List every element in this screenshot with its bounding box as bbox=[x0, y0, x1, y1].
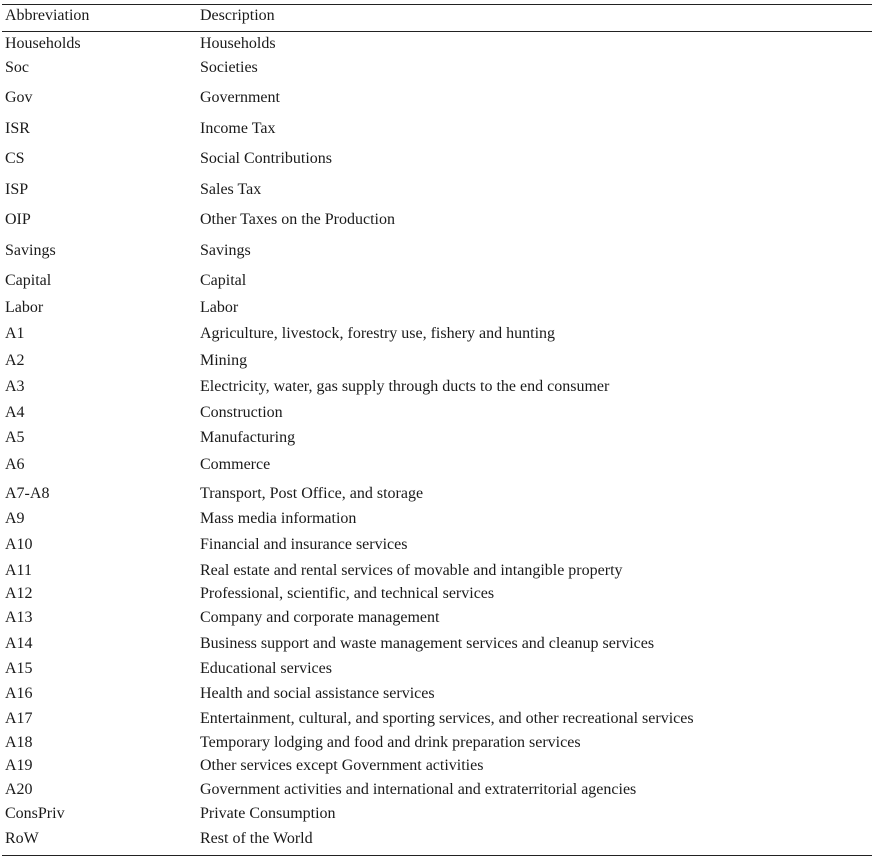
description-cell: Capital bbox=[200, 272, 247, 289]
table-row bbox=[0, 561, 872, 581]
abbreviation-cell: A2 bbox=[5, 352, 25, 369]
abbreviation-cell: A1 bbox=[5, 325, 25, 342]
description-cell: Real estate and rental services of movable and intangible property bbox=[200, 562, 623, 579]
table-row bbox=[0, 484, 872, 504]
table-row bbox=[0, 535, 872, 555]
table-row bbox=[0, 180, 872, 200]
table-row bbox=[0, 659, 872, 679]
description-cell: Mining bbox=[200, 352, 248, 369]
table-row bbox=[0, 733, 872, 753]
header-rule bbox=[2, 31, 872, 32]
table-row bbox=[0, 403, 872, 423]
abbreviation-cell: A6 bbox=[5, 456, 25, 473]
description-cell: Sales Tax bbox=[200, 181, 262, 198]
abbreviation-cell: A5 bbox=[5, 429, 25, 446]
abbreviation-cell: ISR bbox=[5, 120, 30, 137]
table-row bbox=[0, 88, 872, 108]
description-cell: Other services except Government activities bbox=[200, 757, 484, 774]
abbreviation-cell: A19 bbox=[5, 757, 33, 774]
abbreviation-cell: A9 bbox=[5, 510, 25, 527]
table-header-row bbox=[0, 6, 872, 26]
description-cell: Societies bbox=[200, 59, 258, 76]
description-cell: Entertainment, cultural, and sporting services, and other recreational services bbox=[200, 710, 694, 727]
abbreviation-cell: Labor bbox=[5, 299, 44, 316]
abbreviation-cell: Gov bbox=[5, 89, 33, 106]
table-row bbox=[0, 608, 872, 628]
description-cell: Social Contributions bbox=[200, 150, 332, 167]
description-cell: Income Tax bbox=[200, 120, 276, 137]
abbreviation-cell: A15 bbox=[5, 660, 33, 677]
description-cell: Households bbox=[200, 35, 276, 52]
table-row bbox=[0, 298, 872, 318]
description-cell: Financial and insurance services bbox=[200, 536, 408, 553]
abbreviation-cell: Capital bbox=[5, 272, 52, 289]
header-abbreviation: Abbreviation bbox=[5, 7, 90, 24]
header-description: Description bbox=[200, 7, 275, 24]
abbreviation-cell: CS bbox=[5, 150, 25, 167]
table-row bbox=[0, 241, 872, 261]
description-cell: Transport, Post Office, and storage bbox=[200, 485, 424, 502]
table-row bbox=[0, 829, 872, 849]
description-cell: Private Consumption bbox=[200, 805, 336, 822]
description-cell: Other Taxes on the Production bbox=[200, 211, 395, 228]
abbreviation-cell: A3 bbox=[5, 378, 25, 395]
description-cell: Company and corporate management bbox=[200, 609, 440, 626]
table-row bbox=[0, 780, 872, 800]
abbreviation-cell: RoW bbox=[5, 830, 39, 847]
bottom-rule bbox=[2, 855, 872, 856]
table-row bbox=[0, 149, 872, 169]
abbreviation-cell: ISP bbox=[5, 181, 29, 198]
description-cell: Savings bbox=[200, 242, 251, 259]
table-row bbox=[0, 324, 872, 344]
abbreviation-cell: A12 bbox=[5, 585, 33, 602]
abbreviation-cell: A10 bbox=[5, 536, 33, 553]
abbreviation-cell: Savings bbox=[5, 242, 56, 259]
abbreviation-cell: ConsPriv bbox=[5, 805, 65, 822]
abbreviation-cell: A13 bbox=[5, 609, 33, 626]
table-row bbox=[0, 455, 872, 475]
table-row bbox=[0, 509, 872, 529]
table-row bbox=[0, 709, 872, 729]
description-cell: Agriculture, livestock, forestry use, fishery and hunting bbox=[200, 325, 556, 342]
description-cell: Health and social assistance services bbox=[200, 685, 435, 702]
table-row bbox=[0, 584, 872, 604]
table-row bbox=[0, 34, 872, 54]
description-cell: Rest of the World bbox=[200, 830, 313, 847]
description-cell: Professional, scientific, and technical services bbox=[200, 585, 495, 602]
description-cell: Government bbox=[200, 89, 280, 106]
top-rule bbox=[2, 4, 872, 5]
description-cell: Business support and waste management services and cleanup services bbox=[200, 635, 655, 652]
table-row bbox=[0, 119, 872, 139]
table-row bbox=[0, 271, 872, 291]
abbreviation-cell: A14 bbox=[5, 635, 33, 652]
description-cell: Mass media information bbox=[200, 510, 357, 527]
abbreviation-cell: A11 bbox=[5, 562, 32, 579]
table-row bbox=[0, 684, 872, 704]
description-cell: Labor bbox=[200, 299, 239, 316]
table-row bbox=[0, 58, 872, 78]
abbreviation-cell: A20 bbox=[5, 781, 33, 798]
abbreviation-cell: A16 bbox=[5, 685, 33, 702]
description-cell: Manufacturing bbox=[200, 429, 296, 446]
abbreviation-cell: Households bbox=[5, 35, 81, 52]
description-cell: Temporary lodging and food and drink preparation services bbox=[200, 734, 581, 751]
description-cell: Electricity, water, gas supply through ducts to the end consumer bbox=[200, 378, 610, 395]
description-cell: Educational services bbox=[200, 660, 332, 677]
abbreviation-cell: A17 bbox=[5, 710, 33, 727]
table-row bbox=[0, 634, 872, 654]
abbreviation-cell: A4 bbox=[5, 404, 25, 421]
table-row bbox=[0, 428, 872, 448]
abbreviation-cell: Soc bbox=[5, 59, 29, 76]
description-cell: Commerce bbox=[200, 456, 271, 473]
abbreviation-cell: A18 bbox=[5, 734, 33, 751]
table-row bbox=[0, 210, 872, 230]
abbreviation-cell: A7-A8 bbox=[5, 485, 50, 502]
table-row bbox=[0, 756, 872, 776]
table-row bbox=[0, 351, 872, 371]
table-row bbox=[0, 804, 872, 824]
description-cell: Government activities and international and extraterritorial agencies bbox=[200, 781, 637, 798]
description-cell: Construction bbox=[200, 404, 283, 421]
abbreviation-cell: OIP bbox=[5, 211, 31, 228]
table-row bbox=[0, 377, 872, 397]
